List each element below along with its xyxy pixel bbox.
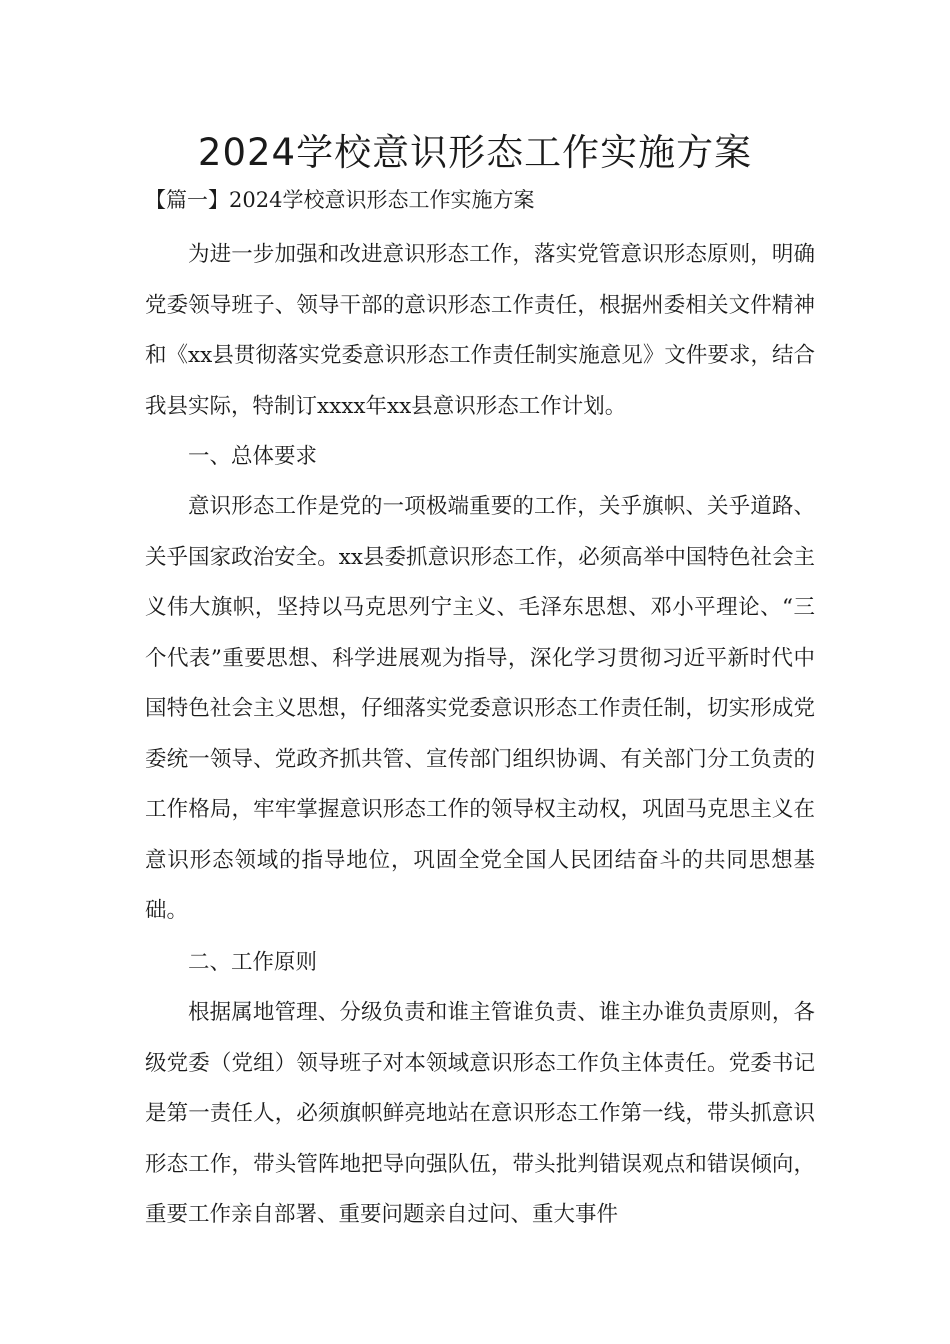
section-heading-overall-requirements: 一、总体要求 bbox=[188, 444, 318, 469]
section-heading-work-principles: 二、工作原则 bbox=[188, 950, 318, 975]
paragraph-work-principles: 根据属地管理、分级负责和谁主管谁负责、谁主办谁负责原则，各级党委（党组）领导班子对本领域意识形态工作负主体责任。党委书记是第一责任人，必须旗帜鲜亮地站在意识形态工作第一线，带头抓意识形态工作，带头管阵地把导向强队伍，带头批判错误观点和错误倾向，重要工作亲自部署、重要问题亲自过问、重大事件 bbox=[145, 1000, 815, 1227]
paragraph-overall-requirements: 意识形态工作是党的一项极端重要的工作，关乎旗帜、关乎道路、关乎国家政治安全。xx县委抓意识形态工作，必须高举中国特色社会主义伟大旗帜，坚持以马克思列宁主义、毛泽东思想、邓小平理论、“三个代表”重要思想、科学进展观为指导，深化学习贯彻习近平新时代中国特色社会主义思想，仔细落实党委意识形态工作责任制，切实形成党委统一领导、党政齐抓共管、宣传部门组织协调、有关部门分工负责的工作格局，牢牢掌握意识形态工作的领导权主动权，巩固马克思主义在意识形态领域的指导地位，巩固全党全国人民团结奋斗的共同思想基础。 bbox=[145, 494, 815, 923]
section-label: 【篇一】2024学校意识形态工作实施方案 bbox=[145, 188, 535, 212]
document-title: 2024学校意识形态工作实施方案 bbox=[197, 131, 753, 174]
intro-paragraph: 为进一步加强和改进意识形态工作，落实党管意识形态原则，明确党委领导班子、领导干部的意识形态工作责任，根据州委相关文件精神和《xx县贯彻落实党委意识形态工作责任制实施意见》文件要求，结合我县实际，特制订xxxx年xx县意识形态工作计划。 bbox=[145, 242, 815, 419]
